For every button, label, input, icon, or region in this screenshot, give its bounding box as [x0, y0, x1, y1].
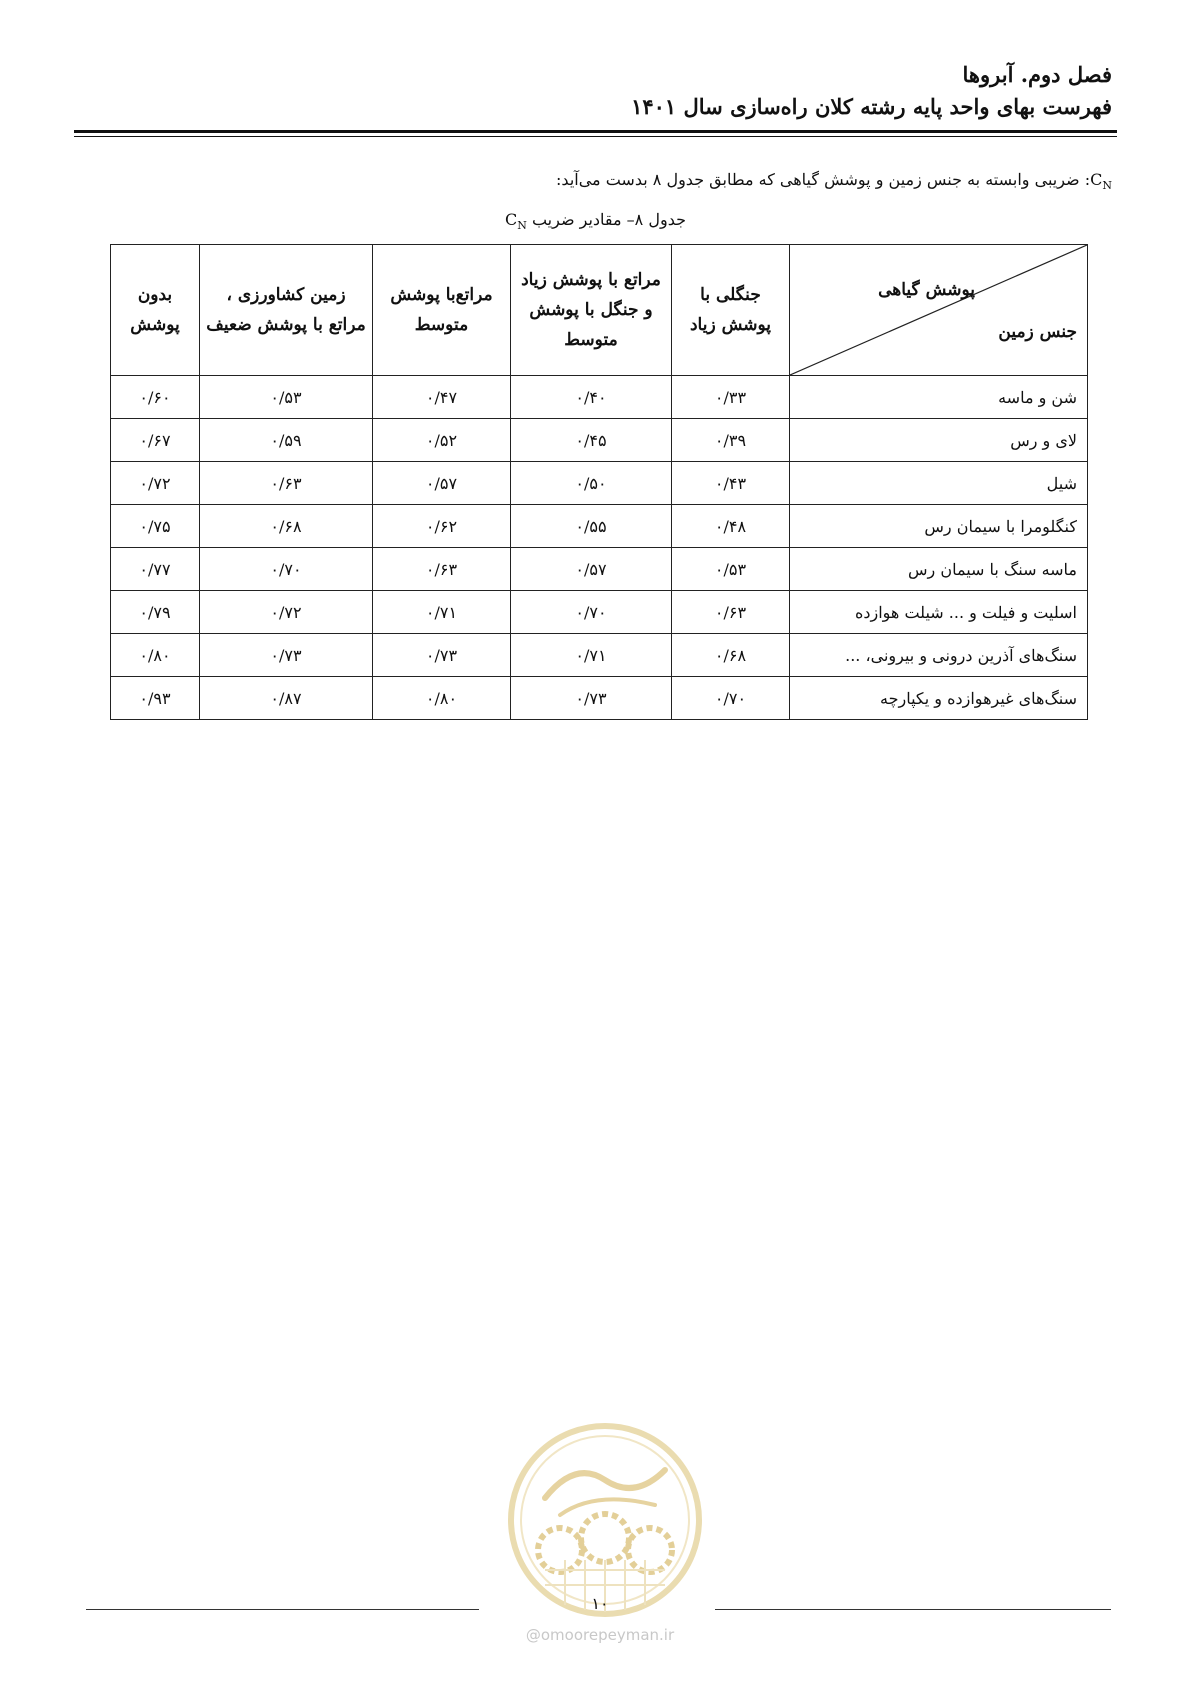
table-caption — [0, 210, 1191, 232]
cn-coefficient-table — [110, 244, 1088, 720]
intro-text: : ضریبی وابسته به جنس زمین و پوشش گیاهی که مطابق جدول ۸ بدست می‌آید: — [556, 170, 1091, 189]
value-cell: ۰/۶۷ — [111, 419, 200, 462]
soil-cell: کنگلومرا با سیمان رس — [790, 505, 1088, 548]
value-cell: ۰/۶۲ — [373, 505, 511, 548]
diagonal-header-cell — [790, 245, 1088, 376]
value-cell: ۰/۸۰ — [111, 634, 200, 677]
value-cell: ۰/۷۰ — [672, 677, 790, 720]
value-cell: ۰/۷۷ — [111, 548, 200, 591]
table-header-row — [111, 245, 1088, 376]
table-row — [111, 591, 1088, 634]
table-row — [111, 505, 1088, 548]
footer-rule-right — [715, 1609, 1111, 1610]
value-cell: ۰/۷۳ — [200, 634, 373, 677]
value-cell: ۰/۷۹ — [111, 591, 200, 634]
header-vegetation-cover: پوشش گیاهی — [878, 280, 975, 300]
column-header: مراتع‌با پوشش متوسط — [373, 245, 511, 376]
value-cell: ۰/۳۳ — [672, 376, 790, 419]
value-cell: ۰/۸۰ — [373, 677, 511, 720]
value-cell: ۰/۶۳ — [200, 462, 373, 505]
soil-cell: ماسه سنگ با سیمان رس — [790, 548, 1088, 591]
table-row — [111, 634, 1088, 677]
soil-cell: سنگ‌های آذرین درونی و بیرونی، ... — [790, 634, 1088, 677]
value-cell: ۰/۷۳ — [373, 634, 511, 677]
value-cell: ۰/۵۹ — [200, 419, 373, 462]
soil-cell: اسلیت و فیلت و ... شیلت هوازده — [790, 591, 1088, 634]
intro-paragraph — [112, 170, 1112, 192]
column-header: بدون پوشش — [111, 245, 200, 376]
website-watermark: @omoorepeyman.ir — [525, 1626, 675, 1644]
watermark-logo — [505, 1420, 705, 1620]
value-cell: ۰/۶۳ — [373, 548, 511, 591]
table-row — [111, 419, 1088, 462]
page-header — [631, 60, 1112, 124]
diagonal-line — [790, 245, 1087, 375]
value-cell: ۰/۶۸ — [200, 505, 373, 548]
header-rule-thick — [74, 130, 1117, 133]
value-cell: ۰/۴۳ — [672, 462, 790, 505]
soil-cell: شن و ماسه — [790, 376, 1088, 419]
caption-text: جدول ۸– مقادیر ضریب — [526, 210, 686, 229]
value-cell: ۰/۴۰ — [511, 376, 672, 419]
value-cell: ۰/۷۳ — [511, 677, 672, 720]
soil-cell: سنگ‌های غیرهوازده و یکپارچه — [790, 677, 1088, 720]
value-cell: ۰/۷۵ — [111, 505, 200, 548]
value-cell: ۰/۷۰ — [511, 591, 672, 634]
value-cell: ۰/۸۷ — [200, 677, 373, 720]
value-cell: ۰/۷۲ — [111, 462, 200, 505]
chapter-title: فصل دوم. آبروها — [962, 62, 1112, 87]
value-cell: ۰/۶۳ — [672, 591, 790, 634]
column-header: جنگلی با پوشش زیاد — [672, 245, 790, 376]
table-row — [111, 677, 1088, 720]
table-row — [111, 548, 1088, 591]
value-cell: ۰/۵۷ — [511, 548, 672, 591]
caption-symbol: $C_N$ — [505, 210, 527, 233]
value-cell: ۰/۴۷ — [373, 376, 511, 419]
soil-cell: لای و رس — [790, 419, 1088, 462]
value-cell: ۰/۷۲ — [200, 591, 373, 634]
column-header: مراتع با پوشش زیاد و جنگل با پوشش متوسط — [511, 245, 672, 376]
table-row — [111, 376, 1088, 419]
page-number: ۱۰ — [591, 1594, 609, 1613]
document-subtitle: فهرست بهای واحد پایه رشته کلان راه‌سازی سال ۱۴۰۱ — [631, 94, 1112, 119]
value-cell: ۰/۷۱ — [373, 591, 511, 634]
value-cell: ۰/۵۳ — [672, 548, 790, 591]
value-cell: ۰/۵۰ — [511, 462, 672, 505]
value-cell: ۰/۵۵ — [511, 505, 672, 548]
table-row — [111, 462, 1088, 505]
value-cell: ۰/۷۱ — [511, 634, 672, 677]
header-rule-thin — [74, 136, 1117, 137]
value-cell: ۰/۵۳ — [200, 376, 373, 419]
column-header: زمین کشاورزی ، مراتع با پوشش ضعیف — [200, 245, 373, 376]
value-cell: ۰/۶۸ — [672, 634, 790, 677]
cn-symbol: $C_N$ — [1090, 170, 1112, 193]
value-cell: ۰/۷۰ — [200, 548, 373, 591]
footer-rule-left — [86, 1609, 479, 1610]
value-cell: ۰/۴۵ — [511, 419, 672, 462]
value-cell: ۰/۳۹ — [672, 419, 790, 462]
value-cell: ۰/۴۸ — [672, 505, 790, 548]
value-cell: ۰/۵۷ — [373, 462, 511, 505]
header-soil-type: جنس زمین — [998, 322, 1077, 342]
value-cell: ۰/۵۲ — [373, 419, 511, 462]
soil-cell: شیل — [790, 462, 1088, 505]
value-cell: ۰/۶۰ — [111, 376, 200, 419]
value-cell: ۰/۹۳ — [111, 677, 200, 720]
